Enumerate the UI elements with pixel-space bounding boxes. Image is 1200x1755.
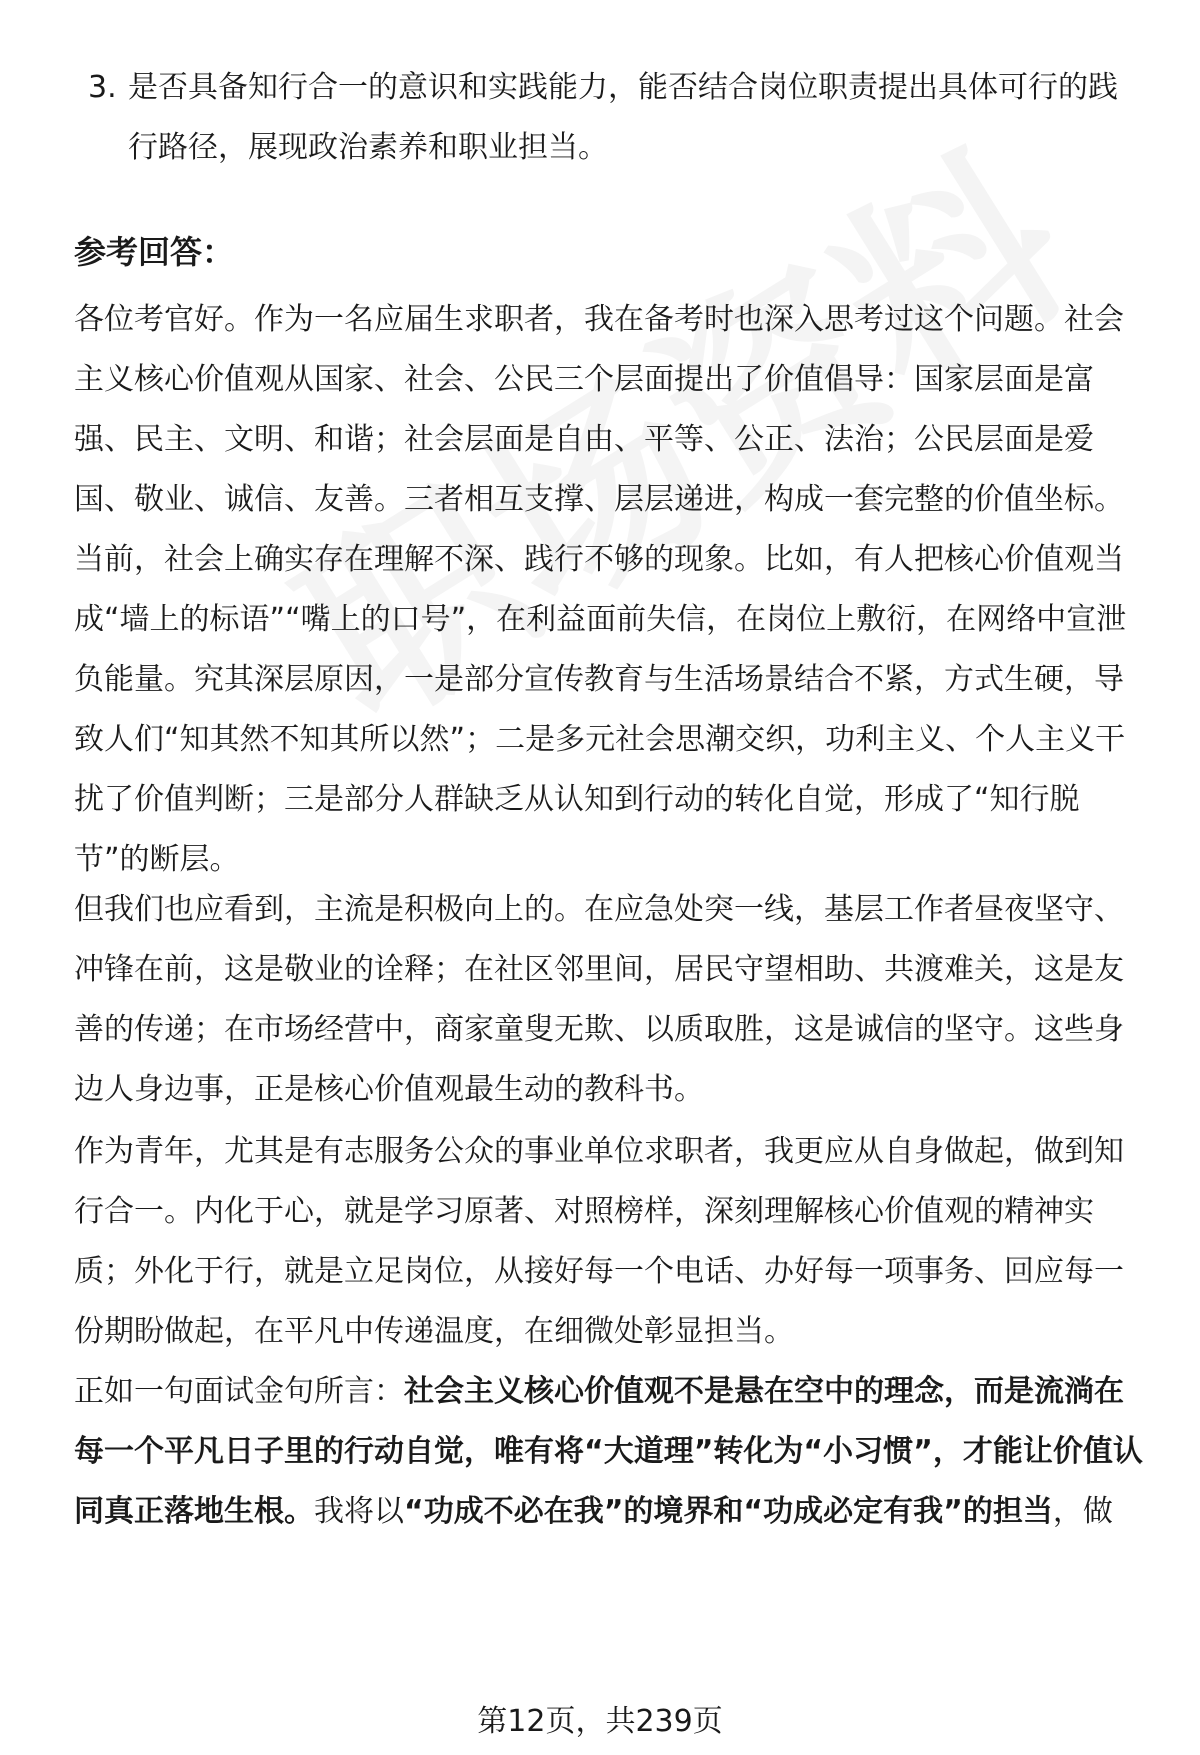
paragraph-5-tail: ，做	[1052, 1494, 1113, 1529]
highlighted-phrase: “功成不必在我”的境界和“功成必定有我”的担当	[404, 1494, 1053, 1529]
answer-paragraph-1: 各位考官好。作为一名应届生求职者，我在备考时也深入思考过这个问题。社会主义核心价值观从国家、社会、公民三个层面提出了价值倡导：国家层面是富强、民主、文明、和谐；社会层面是自由、平等、公正、法治；公民层面是爱国、敬业、诚信、友善。三者相互支撑、层层递进，构成一套完整的价值坐标。	[74, 302, 1124, 517]
list-number: 3.	[88, 70, 117, 105]
highlighted-quote: 社会主义核心价值观不是悬在空中的理念，而是流淌在每一个平凡日子里的行动自觉，唯有将“大道理”转化为“小习惯”，才能让价值认同真正落地生根。	[74, 1374, 1143, 1529]
paragraph-5-intro: 正如一句面试金句所言：	[74, 1374, 404, 1409]
answer-paragraph-3: 但我们也应看到，主流是积极向上的。在应急处突一线，基层工作者昼夜坚守、冲锋在前，这是敬业的诠释；在社区邻里间，居民守望相助、共渡难关，这是友善的传递；在市场经营中，商家童叟无欺、以质取胜，这是诚信的坚守。这些身边人身边事，正是核心价值观最生动的教科书。	[74, 892, 1124, 1107]
answer-paragraph-2: 当前，社会上确实存在理解不深、践行不够的现象。比如，有人把核心价值观当成“墙上的标语”“嘴上的口号”，在利益面前失信，在岗位上敷衍，在网络中宣泄负能量。究其深层原因，一是部分宣传教育与生活场景结合不紧，方式生硬，导致人们“知其然不知其所以然”；二是多元社会思潮交织，功利主义、个人主义干扰了价值判断；三是部分人群缺乏从认知到行动的转化自觉，形成了“知行脱节”的断层。	[74, 542, 1127, 877]
paragraph-5-middle: 我将以	[314, 1494, 404, 1529]
section-heading: 参考回答：	[74, 233, 235, 271]
page-number-footer: 第12页，共239页	[477, 1704, 723, 1739]
criteria-list-item	[88, 58, 1148, 178]
answer-paragraph-4: 作为青年，尤其是有志服务公众的事业单位求职者，我更应从自身做起，做到知行合一。内化于心，就是学习原著、对照榜样，深刻理解核心价值观的精神实质；外化于行，就是立足岗位，从接好每一个电话、办好每一项事务、回应每一份期盼做起，在平凡中传递温度，在细微处彰显担当。	[74, 1134, 1124, 1349]
answer-paragraph-5	[74, 1362, 1149, 1542]
list-item-text: 是否具备知行合一的意识和实践能力，能否结合岗位职责提出具体可行的践行路径，展现政治素养和职业担当。	[128, 70, 1118, 165]
